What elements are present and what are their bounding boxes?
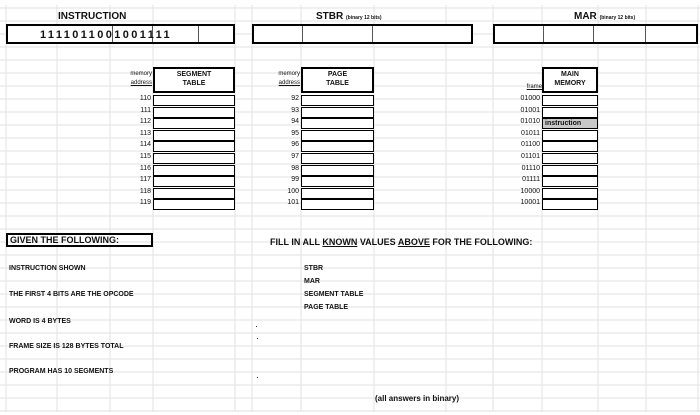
segment-table-cell[interactable]: [153, 141, 235, 152]
mar-note: (binary 12 bits): [599, 15, 636, 21]
mar-label: MAR: [574, 11, 597, 22]
page-table-cell[interactable]: [301, 188, 374, 199]
page-title-line2: TABLE: [326, 80, 349, 87]
main-memory-cell[interactable]: [542, 176, 598, 187]
given-item-segments: PROGRAM HAS 10 SEGMENTS: [9, 368, 114, 375]
segment-table-address: 114: [139, 141, 151, 149]
mar-header: [574, 11, 635, 22]
main-memory-cell[interactable]: [542, 165, 598, 176]
main-memory-cell[interactable]: [542, 95, 598, 106]
segment-table-address: 117: [139, 176, 151, 184]
main-memory-title-line2: MEMORY: [554, 80, 586, 87]
page-table-address: 100: [287, 187, 299, 195]
page-table-cell[interactable]: [301, 153, 374, 164]
fill-item-stbr: STBR: [304, 265, 324, 272]
fill-prefix: FILL IN ALL: [270, 237, 323, 247]
page-table-cell[interactable]: [301, 95, 374, 106]
fill-item-page-table: PAGE TABLE: [304, 304, 349, 311]
page-table-cell[interactable]: [301, 118, 374, 129]
segment-table-cell[interactable]: [153, 95, 235, 106]
segment-table-address: 113: [139, 129, 151, 137]
main-memory-address: 01000: [520, 95, 540, 102]
page-address-header: [258, 70, 300, 88]
main-memory-address: 01111: [522, 176, 540, 184]
main-memory-address: 10000: [520, 187, 540, 195]
fill-known: KNOWN: [322, 237, 358, 247]
segment-table-cell[interactable]: [153, 188, 235, 199]
segment-table-address: 112: [139, 118, 151, 126]
main-memory-title: [542, 70, 598, 88]
frame-header: [500, 83, 542, 92]
page-table-cell[interactable]: [301, 199, 374, 210]
page-address-header-line2: address: [278, 80, 300, 86]
fill-item-segment-table: SEGMENT TABLE: [304, 291, 364, 298]
main-memory-cell[interactable]: [542, 188, 598, 199]
fill-above: ABOVE: [397, 237, 430, 247]
stray-dot: [257, 377, 258, 378]
main-memory-address: 01101: [521, 153, 540, 160]
page-table-address: 99: [291, 176, 299, 184]
fill-instructions: [270, 237, 532, 247]
segment-table-address: 110: [139, 95, 151, 102]
segment-table-title: [153, 70, 235, 88]
answers-note: (all answers in binary): [375, 394, 460, 403]
given-item-word: WORD IS 4 BYTES: [9, 318, 71, 325]
main-memory-address: 10001: [520, 199, 540, 207]
segment-table-address: 115: [139, 153, 151, 160]
page-table-address: 97: [291, 153, 299, 160]
segment-title-line2: TABLE: [182, 80, 206, 87]
segment-address-header-line1: memory: [130, 71, 152, 77]
main-memory-cell[interactable]: [542, 199, 598, 210]
stray-dot: [257, 338, 258, 339]
main-memory-cell[interactable]: [542, 141, 598, 152]
page-table-address: 93: [291, 106, 299, 114]
segment-table-address: 111: [140, 106, 151, 114]
segment-table-cell[interactable]: [153, 118, 235, 129]
main-memory-cell[interactable]: [542, 130, 598, 141]
mar-input-box[interactable]: [493, 24, 698, 44]
stbr-input-box[interactable]: [252, 24, 473, 44]
segment-table-cell[interactable]: [153, 153, 235, 164]
given-title: GIVEN THE FOLLOWING:: [6, 233, 153, 247]
page-table-address: 94: [291, 118, 299, 126]
main-memory-address: 01010: [520, 118, 540, 126]
stray-dot: [256, 326, 257, 327]
frame-header-label: frame: [526, 84, 542, 90]
instruction-location-label: instruction: [545, 120, 582, 128]
segment-table-address: 118: [139, 187, 151, 195]
main-memory-cell[interactable]: [542, 107, 598, 118]
page-table-cell[interactable]: [301, 130, 374, 141]
page-table-address: 96: [291, 141, 299, 149]
page-table-title: [301, 70, 374, 88]
segment-table-cell[interactable]: [153, 165, 235, 176]
given-item-opcode: THE FIRST 4 BITS ARE THE OPCODE: [9, 291, 134, 298]
segment-address-header: [110, 70, 152, 88]
main-memory-cell[interactable]: [542, 118, 598, 129]
page-table-cell[interactable]: [301, 107, 374, 118]
page-table-address: 98: [291, 164, 299, 172]
given-item-instruction: INSTRUCTION SHOWN: [9, 265, 86, 272]
main-memory-title-line1: MAIN: [561, 71, 579, 78]
stbr-label: STBR: [316, 11, 344, 22]
instruction-header: INSTRUCTION: [58, 11, 127, 22]
main-memory-address: 01110: [521, 164, 540, 172]
fill-suffix: FOR THE FOLLOWING:: [429, 237, 533, 247]
main-memory-address: 01011: [521, 129, 540, 137]
page-table-address: 95: [291, 129, 299, 137]
page-title-line1: PAGE: [327, 71, 348, 78]
page-table-address: 101: [287, 199, 299, 207]
segment-table-cell[interactable]: [153, 199, 235, 210]
fill-item-mar: MAR: [304, 278, 320, 285]
segment-table-cell[interactable]: [153, 176, 235, 187]
segment-title-line1: SEGMENT: [176, 71, 212, 78]
segment-table-address: 116: [139, 164, 151, 172]
instruction-bits: 1111011001001111: [40, 29, 173, 41]
page-table-cell[interactable]: [301, 141, 374, 152]
page-table-cell[interactable]: [301, 176, 374, 187]
stbr-header: [316, 11, 382, 22]
page-address-header-line1: memory: [278, 71, 300, 77]
fill-middle: VALUES: [357, 237, 398, 247]
segment-table-cell[interactable]: [153, 130, 235, 141]
main-memory-address: 01100: [521, 141, 540, 149]
segment-table-address: 119: [139, 199, 151, 207]
segment-address-header-line2: address: [130, 80, 152, 86]
main-memory-cell[interactable]: [542, 153, 598, 164]
page-table-cell[interactable]: [301, 165, 374, 176]
page-table-address: 92: [291, 95, 299, 102]
main-memory-address: 01001: [520, 106, 540, 114]
given-item-frame: FRAME SIZE IS 128 BYTES TOTAL: [9, 343, 124, 350]
stbr-note: (binary 12 bits): [346, 15, 382, 21]
segment-table-cell[interactable]: [153, 107, 235, 118]
